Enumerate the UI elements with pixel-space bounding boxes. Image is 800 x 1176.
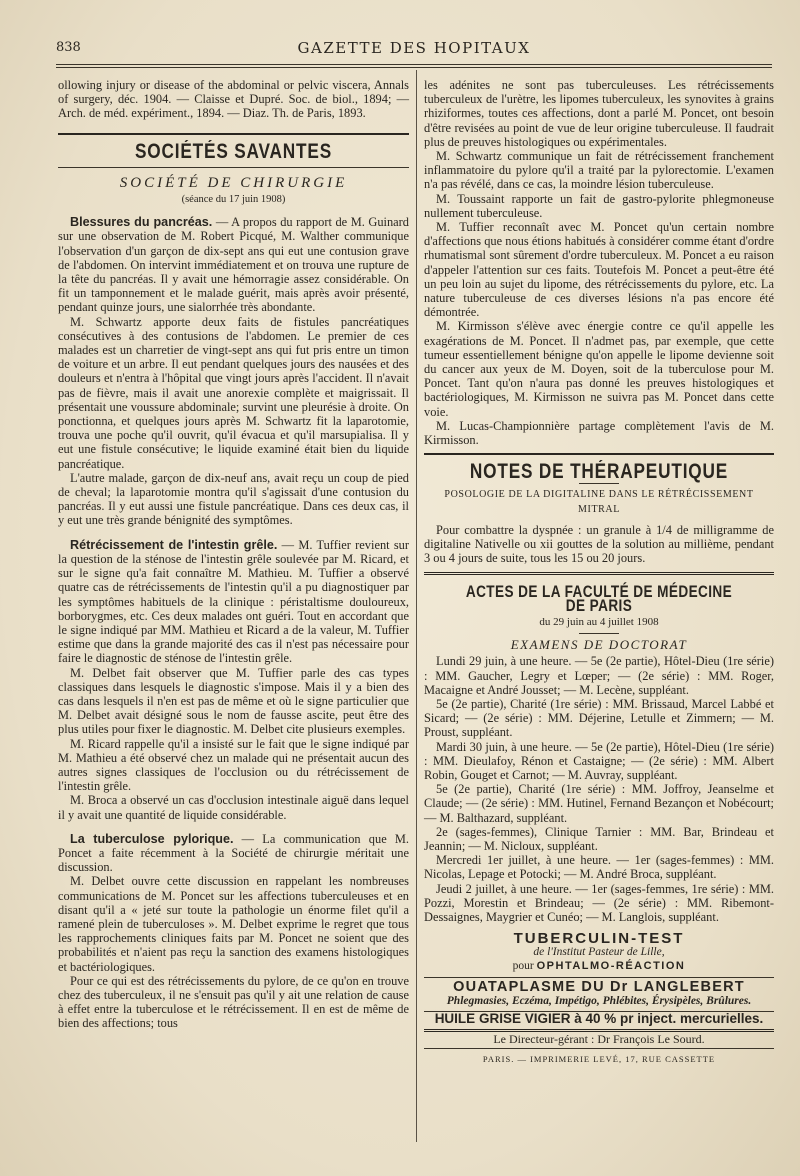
seance-date: (séance du 17 juin 1908) (181, 194, 286, 206)
exam-entry: 5e (2e partie), Charité (1re série) : MM. Joffroy, Jeanselme et Claude; — (2e série) : MM. Hutinel, Fernand Bezançon et Nobécourt; — M. Balthazard, suppléant. (424, 782, 774, 825)
paragraph: M. Kirmisson s'élève avec énergie contre ce qu'il appelle les exagérations de M. Poncet. Il n'admet pas, par exemple, que cette tumeur essentiellement bénigne qu'on appelle le lipome devienne soit du cancer aux yeux de M. Doyen, soit de la tuberculose pour M. Poncet. Tant qu'on n'aura pas donné les preuves histologiques et bactériologiques, M. Kirmisson ne suivra pas M. Poncet dans cette voie. (424, 319, 774, 419)
ad-ophtalmo-line: pour OPHTALMO-RÉACTION (512, 960, 686, 973)
heading-pancreas: Blessures du pancréas. (70, 215, 213, 230)
section-rule-bottom (58, 167, 409, 168)
intro-paragraph: ollowing injury or disease of the abdominal or pelvic viscera, Annals of surgery, déc. 1904. — Claisse et Dupré. Soc. de biol., 1894; — Arch. de méd. expériment., 1894. — Diaz. Th. de Paris, 1893. (58, 78, 409, 121)
column-divider (416, 70, 417, 1142)
paragraph: M. Schwartz apporte deux faits de fistules pancréatiques consécutives à des contusions de l'abdomen. Le premier de ces malades est un charretier de vingt-sept ans qui fut pris entre un timon de voiture et un arbre. Il eut pendant quelques jours des nausées et des douleurs et n'entra à l'hôpital que vingt jours après l'accident. Il n'avait pas de fièvre, mais il avait une anorexie complète et maigrissait. Il présentait une voussure abdominale; survint une pleurésie à droite. On ponctionna, et quelques jours après M. Schwartz fit la laparotomie, trouva une poche qu'il ouvrit, qu'il évacua et qu'il marsupialisa. Il y eut une fistule consécutive; le liquide examiné était bien du liquide pancréatique. (58, 314, 409, 471)
ad-rule (424, 977, 774, 978)
actes-title: ACTES DE LA FACULTÉ DE MÉDECINE DE PARIS (465, 581, 733, 615)
ad-rule (424, 1048, 774, 1049)
short-rule (579, 633, 619, 634)
paragraph-pancreas: Blessures du pancréas. — A propos du rapport de M. Guinard sur une observation de M. Robert Picqué, M. Walther communique l'observation d'un garçon de dix-sept ans qui eut une contusion grave de l'abdomen. On intervint immédiatement et on trouva une rupture de la tête du pancréas. Il y avait une hémorragie assez considérable. On fit un tamponnement et le malade guérit, mais après avoir présenté, pendant quinze jours, une sialorrhée très abondante. (58, 215, 409, 315)
paragraph: M. Schwartz communique un fait de rétrécissement franchement inflammatoire du pylore qu'il a traité par la pylorectomie. L'examen n'a pas révélé, dans ce cas, la moindre lésion tuberculeuse. (424, 149, 774, 192)
paragraph: M. Lucas-Championnière partage complètement l'avis de M. Kirmisson. (424, 418, 774, 448)
paragraph: M. Delbet fait observer que M. Tuffier parle des cas types classiques dans lesquels le diagnostic s'impose. Mais il y a bien des cas dans lesquels il n'en est pas de même et où le signe particulier que M. Delbet avait désigné sous le nom de fausse ascite, peut être des plus utiles pour fixer le diagnostic. M. Delbet cite plusieurs exemples. (58, 665, 409, 737)
paragraph: Pour ce qui est des rétrécissements du pylore, de ce qu'on en trouve chez des tuberculeux, il ne s'ensuit pas qu'il y ait une relation de cause à effet entre la tuberculose et le rétrécissement. Il en est de même de bien des affections; tous (58, 973, 409, 1031)
society-title: SOCIÉTÉ DE CHIRURGIE (119, 174, 348, 191)
section-title-notes: NOTES DE THÉRAPEUTIQUE (469, 460, 729, 484)
paragraph: M. Broca a observé un cas d'occlusion intestinale aiguë dans lequel il y avait une quantité de liquide considérable. (58, 793, 409, 822)
paragraph: M. Tuffier reconnaît avec M. Poncet qu'un certain nombre d'affections que nous étions habitués à considérer comme étant d'ordre rhumatismal sont sûrement d'ordre tuberculeux. M. Poncet a eu raison d'appeler l'attention sur ces faits. Toutefois M. Poncet a peut-être été un peu loin au sujet du lipome, des rétrécissements du pylore, etc. La nature tuberculeuse de ces diverses lésions n'a pas encore été démontrée. (424, 220, 774, 320)
section-title-societes: SOCIÉTÉS SAVANTES (134, 139, 333, 163)
paragraph: les adénites ne sont pas tuberculeuses. Les rétrécissements tuberculeux de l'urètre, les lipomes tuberculeux, les synovites à grains rhiziformes, toutes ces affections, dont a parlé M. Poncet, ont besoin d'être revisées au point de vue de leur origine tuberculeuse. Il faudrait plus de preuves histologiques ou expérimentales. (424, 78, 774, 149)
ad-tuberculin-sub: de l'Institut Pasteur de Lille, (533, 946, 665, 959)
posologie-paragraph: Pour combattre la dyspnée : un granule à 1/4 de milligramme de digitaline Nativelle ou xii gouttes de la solution au millième, pendant 3 ou 4 jours de suite, tous les 15 ou 20 jours. (424, 522, 774, 566)
heading-intestin: Rétrécissement de l'intestin grêle. (70, 537, 278, 552)
exam-entry: Lundi 29 juin, à une heure. — 5e (2e partie), Hôtel-Dieu (1re série) : MM. Gaucher, Legry et Lœper; — (2e série) : MM. Roger, Macaigne et André Jousset; — M. Lecène, suppléant. (424, 654, 774, 697)
page-number: 838 (56, 40, 81, 55)
ad-tuberculin: TUBERCULIN-TEST (513, 930, 685, 948)
short-rule (579, 483, 619, 484)
exam-entry: 5e (2e partie), Charité (1re série) : MM. Brissaud, Marcel Labbé et Sicard; — (2e série) : MM. Déjerine, Letulle et Zimmern; — M. Proust, suppléant. (424, 696, 774, 740)
paragraph-tuberculose: La tuberculose pylorique. — La communication que M. Poncet a faite récemment à la Société de chirurgie méritait une discussion. (58, 831, 410, 875)
header-rule-2 (56, 67, 772, 68)
directeur-gerant: Le Directeur-gérant : Dr François Le Sourd. (493, 1032, 705, 1047)
paragraph: M. Delbet ouvre cette discussion en rappelant les nombreuses communications de M. Poncet sur les affections tuberculeuses et en disant qu'il a « jeté sur toute la pathologie un énorme filet qu'il a ramené plein de tuberculoses ». M. Delbet exprime le regret que tous les rapprochements cliniques faits par M. Poncet ne soient que des probabilités et n'aient pas reçu la sanction des examens histologiques et bactériologiques. (58, 874, 409, 974)
paragraph: L'autre malade, garçon de dix-neuf ans, avait reçu un coup de pied de cheval; la laparotomie montra qu'il s'agissait d'une contusion du pancréas. Il y eut aussi une fistule pancréatique. Dans ces deux cas, il y eut une très grande bénignité des symptômes. (58, 470, 409, 528)
exam-entry: 2e (sages-femmes), Clinique Tarnier : MM. Bar, Brindeau et Jeannin; — M. Nicloux, suppléant. (424, 824, 774, 853)
left-column (58, 78, 409, 1031)
header-rule (56, 64, 772, 65)
paragraph: M. Ricard rappelle qu'il a insisté sur le fait que le signe indiqué par M. Mathieu a été observé chez un malade qui ne présentait aucun des autres signes classiques de l'occlusion ou du rétrécissement de l'intestin grêle. (58, 736, 409, 794)
running-title: GAZETTE DES HOPITAUX (297, 39, 531, 57)
posologie-title: POSOLOGIE DE LA DIGITALINE DANS LE RÉTRÉCISSEMENT MITRAL (444, 489, 754, 515)
ad-huile-grise: HUILE GRISE VIGIER à 40 % pr inject. mercurielles. (434, 1010, 764, 1026)
exam-entry: Jeudi 2 juillet, à une heure. — 1er (sages-femmes, 1re série) : MM. Pozzi, Morestin et Brindeau; — (2e série) : MM. Ribemont-Dessaignes, Maygrier et Cunéo; — M. Langlois, suppléant. (424, 881, 774, 924)
ad-ouataplasme-sub: Phlegmasies, Eczéma, Impétigo, Phlébites, Érysipèles, Brûlures. (446, 994, 752, 1007)
right-column (424, 78, 774, 1067)
exam-entry: Mercredi 1er juillet, à une heure. — 1er (sages-femmes) : MM. Nicolas, Lepage et Potocki; — M. André Broca, suppléant. (424, 853, 774, 882)
imprimerie: PARIS. — IMPRIMERIE LEVÉ, 17, RUE CASSETTE (482, 1054, 716, 1065)
ad-ouataplasme: OUATAPLASME DU Dr LANGLEBERT (453, 978, 745, 995)
paragraph: M. Toussaint rapporte un fait de gastro-pylorite phlegmoneuse nullement tuberculeuse. (424, 191, 774, 220)
page-header (56, 38, 772, 62)
paragraph-intestin: Rétrécissement de l'intestin grêle. — M. Tuffier revient sur la question de la sténose de l'intestin grêle soulevée par M. Ricard, et sur le signe qu'a fait connaître M. Mathieu. M. Tuffier a observé quatre cas de rétrécissements de l'intestin qu'il a pu diagnostiquer par les symptômes habituels de la clinique : péristaltisme douloureux, borborygmes, etc. Ces deux malades ont guéri. Tout en accordant que le signe indiqué par MM. Mathieu et Ricard a de la valeur, M. Tuffier estime que dans la grande majorité des cas il n'est pas nécessaire pour faire le diagnostic de sténose de l'intestin grêle. (58, 537, 409, 666)
heading-tuberculose: La tuberculose pylorique. (70, 831, 234, 846)
exam-title: EXAMENS DE DOCTORAT (510, 637, 688, 653)
actes-dates: du 29 juin au 4 juillet 1908 (539, 615, 659, 628)
exam-entry: Mardi 30 juin, à une heure. — 5e (2e partie), Hôtel-Dieu (1re série) : MM. Dieulafoy, Rénon et Castaigne; — (2e série) : MM. Albert Robin, Gouget et Carnot; — M. Auvray, suppléant. (424, 739, 774, 782)
